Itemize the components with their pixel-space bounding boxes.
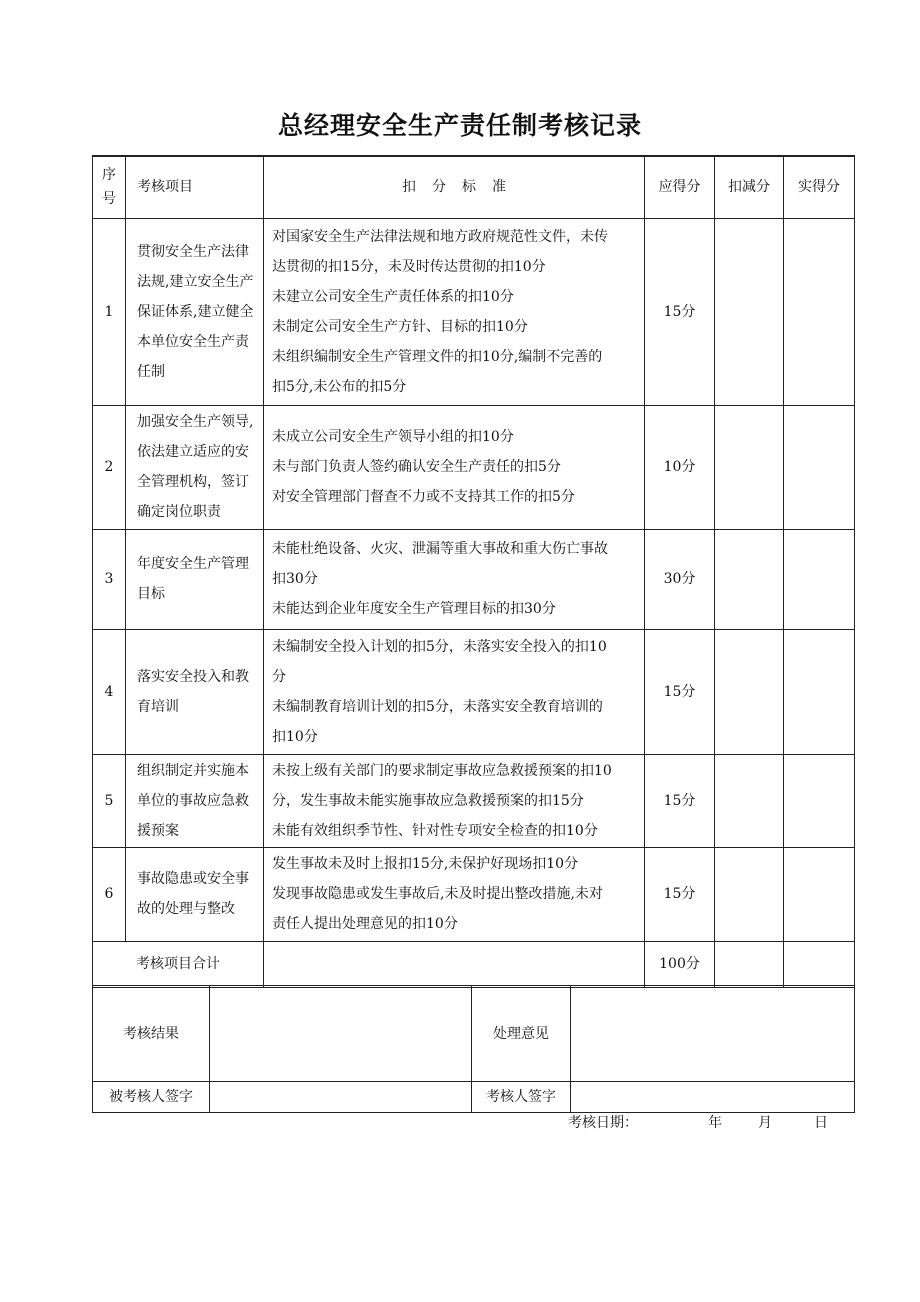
table-row xyxy=(93,629,855,754)
header-deduct-score: 扣减分 xyxy=(715,156,784,218)
row-item: 事故隐患或安全事故的处理与整改 xyxy=(126,847,264,941)
date-month: 月 xyxy=(758,1115,772,1131)
row-criteria xyxy=(264,529,645,629)
row-criteria xyxy=(264,218,645,405)
table-row xyxy=(93,754,855,847)
row-seq: 6 xyxy=(93,847,126,941)
header-standard-char: 扣 xyxy=(402,179,416,196)
row-seq: 5 xyxy=(93,754,126,847)
opinion-label: 处理意见 xyxy=(472,986,571,1082)
page-title: 总经理安全生产责任制考核记录 xyxy=(277,111,642,140)
row-item: 贯彻安全生产法律法规,建立安全生产保证体系,建立健全本单位安全生产责任制 xyxy=(126,218,264,405)
assessment-table xyxy=(92,155,855,988)
criteria-line: 对安全管理部门督查不力或不支持其工作的扣5分 xyxy=(272,489,575,505)
table-row xyxy=(93,405,855,529)
row-criteria xyxy=(264,629,645,754)
examinee-sign-label: 被考核人签字 xyxy=(93,1082,210,1113)
row-due-score: 30分 xyxy=(645,529,715,629)
table-row xyxy=(93,529,855,629)
row-item: 年度安全生产管理目标 xyxy=(126,529,264,629)
row-item: 加强安全生产领导,依法建立适应的安全管理机构，签订确定岗位职责 xyxy=(126,405,264,529)
row-item: 组织制定并实施本单位的事故应急救援预案 xyxy=(126,754,264,847)
criteria-line: 扣5分,未公布的扣5分 xyxy=(272,378,407,395)
criteria-line: 分 xyxy=(272,668,286,685)
criteria-line: 扣10分 xyxy=(272,728,318,745)
header-seq-line2: 号 xyxy=(102,191,116,208)
row-due-score: 15分 xyxy=(645,218,715,405)
criteria-line: 未编制教育培训计划的扣5分，未落实安全教育培训的 xyxy=(272,698,603,715)
row-seq: 1 xyxy=(93,218,126,405)
row-deduct-score[interactable] xyxy=(715,218,784,405)
header-due-score: 应得分 xyxy=(645,156,715,218)
total-actual-score[interactable] xyxy=(784,941,855,987)
row-actual-score[interactable] xyxy=(784,847,855,941)
total-criteria xyxy=(264,941,645,987)
date-day: 日 xyxy=(814,1115,828,1131)
criteria-line: 未成立公司安全生产领导小组的扣10分 xyxy=(272,429,514,445)
examiner-sign-label: 考核人签字 xyxy=(472,1082,571,1113)
criteria-line: 未能有效组织季节性、针对性专项安全检查的扣10分 xyxy=(272,822,598,839)
header-seq-line1: 序 xyxy=(102,167,116,184)
total-deduct-score[interactable] xyxy=(715,941,784,987)
criteria-line: 扣30分 xyxy=(272,571,318,587)
criteria-line: 未与部门负责人签约确认安全生产责任的扣5分 xyxy=(272,459,561,475)
row-actual-score[interactable] xyxy=(784,754,855,847)
row-deduct-score[interactable] xyxy=(715,405,784,529)
row-due-score: 10分 xyxy=(645,405,715,529)
row-seq: 4 xyxy=(93,629,126,754)
total-due-score: 100分 xyxy=(645,941,715,987)
row-due-score: 15分 xyxy=(645,754,715,847)
header-row xyxy=(93,156,855,218)
criteria-line: 发生事故未及时上报扣15分,未保护好现场扣10分 xyxy=(272,856,579,872)
row-deduct-score[interactable] xyxy=(715,847,784,941)
header-actual-score: 实得分 xyxy=(784,156,855,218)
examiner-sign-field[interactable] xyxy=(571,1082,855,1113)
date-year: 年 xyxy=(708,1115,722,1131)
signature-row xyxy=(93,1082,855,1113)
row-due-score: 15分 xyxy=(645,847,715,941)
header-standard-char: 准 xyxy=(492,179,506,196)
criteria-line: 未按上级有关部门的要求制定事故应急救援预案的扣10 xyxy=(272,762,612,779)
criteria-line: 对国家安全生产法律法规和地方政府规范性文件，未传 xyxy=(272,228,608,245)
criteria-line: 责任人提出处理意见的扣10分 xyxy=(272,916,458,932)
criteria-line: 未建立公司安全生产责任体系的扣10分 xyxy=(272,288,514,305)
criteria-line: 达贯彻的扣15分，未及时传达贯彻的扣10分 xyxy=(272,258,546,275)
header-standard-char: 标 xyxy=(462,179,476,196)
criteria-line: 未制定公司安全生产方针、目标的扣10分 xyxy=(272,318,528,335)
row-item: 落实安全投入和教育培训 xyxy=(126,629,264,754)
header-seq xyxy=(93,156,126,218)
row-actual-score[interactable] xyxy=(784,629,855,754)
examinee-sign-field[interactable] xyxy=(210,1082,472,1113)
date-label: 考核日期： xyxy=(568,1115,638,1131)
row-deduct-score[interactable] xyxy=(715,754,784,847)
row-criteria xyxy=(264,754,645,847)
table-row xyxy=(93,847,855,941)
criteria-line: 未能杜绝设备、火灾、泄漏等重大事故和重大伤亡事故 xyxy=(272,541,608,557)
total-row xyxy=(93,941,855,987)
row-seq: 3 xyxy=(93,529,126,629)
signature-table xyxy=(92,985,855,1113)
row-criteria xyxy=(264,847,645,941)
row-actual-score[interactable] xyxy=(784,529,855,629)
table-row xyxy=(93,218,855,405)
row-deduct-score[interactable] xyxy=(715,529,784,629)
criteria-line: 分，发生事故未能实施事故应急救援预案的扣15分 xyxy=(272,792,584,809)
header-standard-char: 分 xyxy=(432,179,446,196)
result-field[interactable] xyxy=(210,986,472,1082)
result-label: 考核结果 xyxy=(93,986,210,1082)
row-actual-score[interactable] xyxy=(784,218,855,405)
criteria-line: 未能达到企业年度安全生产管理目标的扣30分 xyxy=(272,601,556,617)
header-standard xyxy=(264,156,645,218)
opinion-field[interactable] xyxy=(571,986,855,1082)
criteria-line: 发现事故隐患或发生事故后,未及时提出整改措施,未对 xyxy=(272,886,603,902)
row-deduct-score[interactable] xyxy=(715,629,784,754)
criteria-line: 未组织编制安全生产管理文件的扣10分,编制不完善的 xyxy=(272,348,603,365)
header-item: 考核项目 xyxy=(126,156,264,218)
row-seq: 2 xyxy=(93,405,126,529)
total-label: 考核项目合计 xyxy=(93,941,264,987)
row-actual-score[interactable] xyxy=(784,405,855,529)
result-row xyxy=(93,986,855,1082)
row-criteria xyxy=(264,405,645,529)
criteria-line: 未编制安全投入计划的扣5分，未落实安全投入的扣10 xyxy=(272,638,607,655)
row-due-score: 15分 xyxy=(645,629,715,754)
